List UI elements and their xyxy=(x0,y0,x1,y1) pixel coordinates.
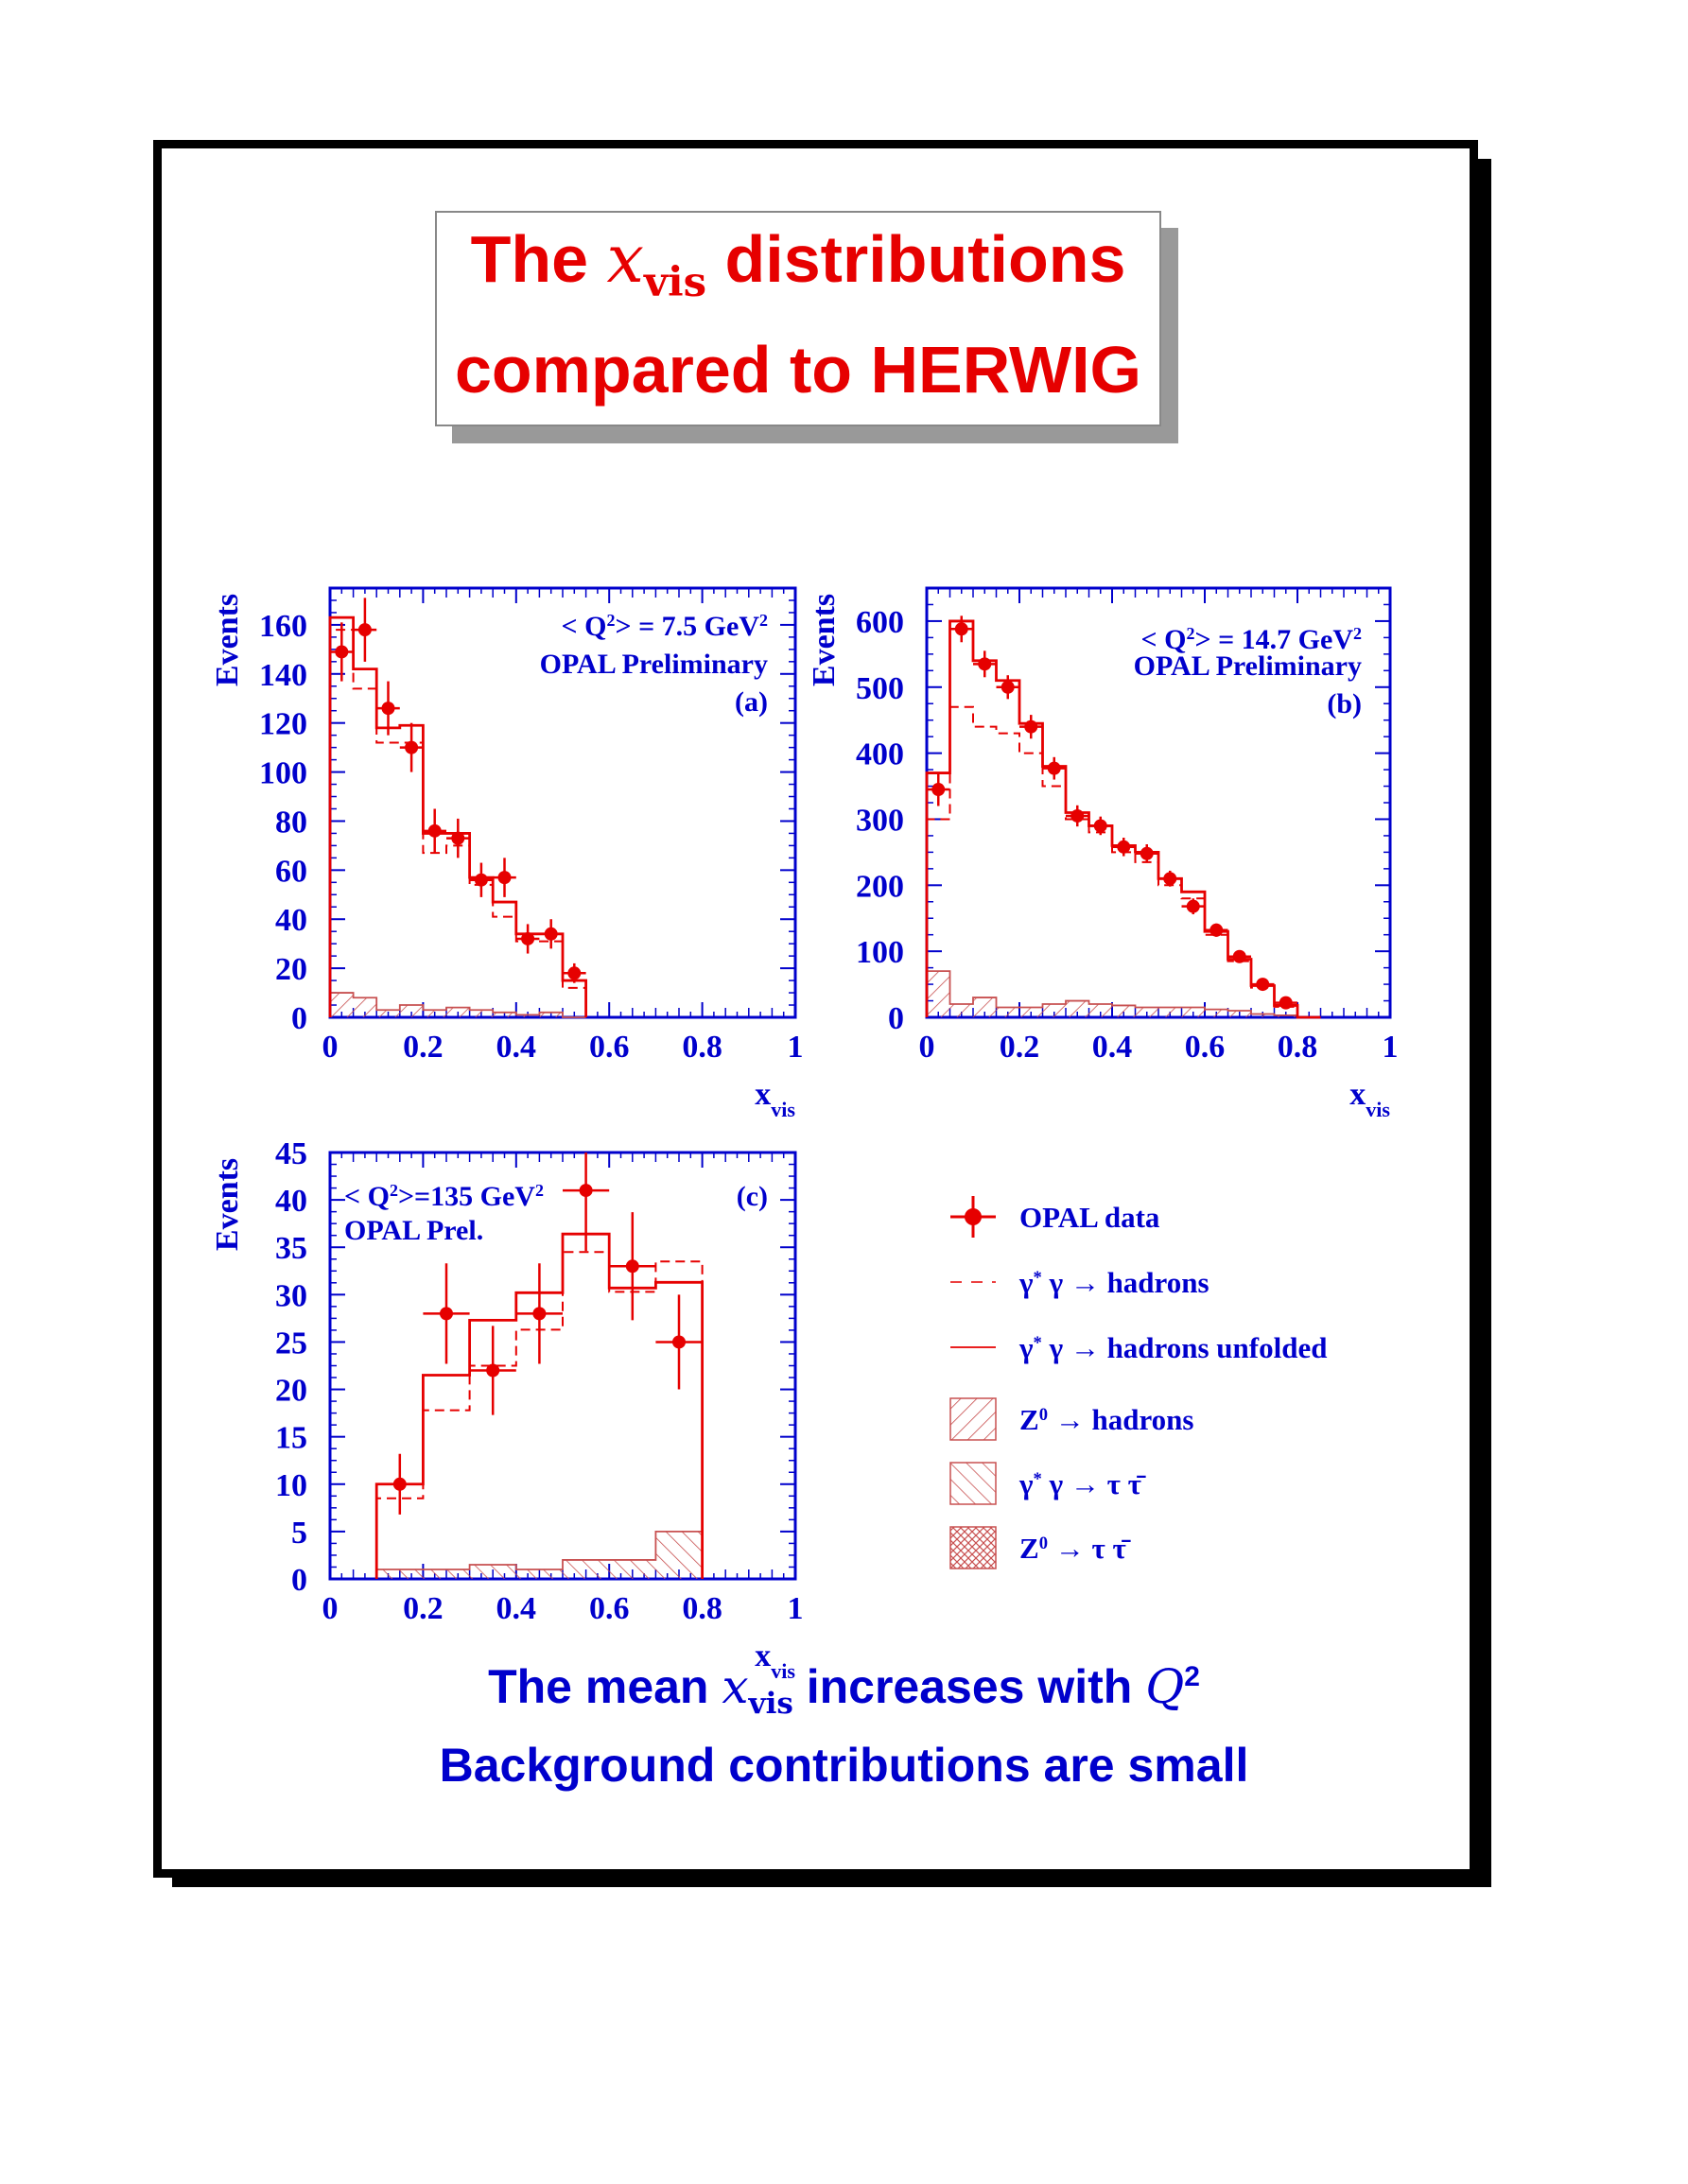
y-tick-label: 400 xyxy=(856,737,904,772)
title-line-2: compared to HERWIG xyxy=(454,333,1141,407)
x-tick-label: 0.8 xyxy=(1277,1030,1318,1065)
q2-annotation: < $Q^2> = 14.7$ GeV$^2$ xyxy=(1140,624,1362,655)
title-text-post: distributions xyxy=(706,222,1126,296)
x-tick-label: 1 xyxy=(1382,1030,1399,1065)
q2-annotation: < $Q^2>=135$ GeV$^2$ xyxy=(344,1181,544,1212)
footer-line-1 xyxy=(0,1659,1688,1721)
x-tick-label: 0.6 xyxy=(588,1030,630,1065)
y-tick-label: 120 xyxy=(259,706,307,742)
x-axis-label: $x_{vis}$ xyxy=(1349,1077,1390,1121)
x-tick-label: 0.2 xyxy=(403,1030,444,1065)
legend-label: γ* γ → hadrons xyxy=(1019,1266,1209,1299)
data-point xyxy=(1001,681,1015,694)
data-point xyxy=(393,1478,407,1491)
data-point xyxy=(1024,720,1037,734)
legend-label: γ* γ → hadrons unfolded xyxy=(1019,1331,1328,1364)
y-axis-label: Events xyxy=(210,1157,245,1252)
data-point xyxy=(567,966,581,979)
x-tick-label: 0 xyxy=(322,1591,339,1626)
background-hatch xyxy=(376,1532,702,1579)
x-tick-label: 0.4 xyxy=(496,1591,537,1626)
legend-label: OPAL data xyxy=(1019,1201,1160,1234)
x-tick-label: 0 xyxy=(918,1030,935,1065)
y-tick-label: 160 xyxy=(259,608,307,644)
chart-panel-a xyxy=(210,588,804,1121)
footer-math-x: x xyxy=(722,1659,749,1714)
legend-data-marker xyxy=(965,1208,982,1225)
data-point xyxy=(1117,841,1130,854)
footer-superscript: 2 xyxy=(1184,1661,1200,1692)
data-point xyxy=(1233,950,1246,963)
legend-label: $Z^0$ → hadrons xyxy=(1019,1403,1194,1436)
x-tick-label: 0.6 xyxy=(588,1591,630,1626)
data-point xyxy=(440,1307,453,1320)
data-point xyxy=(451,832,464,845)
footer-text: The mean xyxy=(488,1660,722,1713)
footer-subscript: vis xyxy=(748,1686,793,1721)
data-point xyxy=(1094,819,1107,832)
data-point xyxy=(1070,809,1084,823)
data-point xyxy=(475,874,488,887)
y-tick-label: 0 xyxy=(291,1563,307,1598)
data-point xyxy=(580,1184,593,1197)
data-point xyxy=(1256,978,1269,991)
data-point xyxy=(1187,900,1200,913)
legend-hatch-box xyxy=(950,1398,996,1440)
y-tick-label: 20 xyxy=(275,952,307,988)
data-point xyxy=(978,657,991,670)
background-hatch xyxy=(330,993,586,1017)
q2-annotation: < $Q^2> = 7.5$ GeV$^2$ xyxy=(561,611,768,642)
panel-label: (a) xyxy=(735,686,768,718)
legend-label: γ* γ → τ τ̄ xyxy=(1019,1467,1141,1500)
data-point xyxy=(955,622,968,635)
chart-panel-b xyxy=(807,588,1399,1121)
y-tick-label: 300 xyxy=(856,803,904,839)
y-tick-label: 0 xyxy=(888,1001,904,1036)
y-tick-label: 30 xyxy=(275,1278,307,1314)
y-axis-label: Events xyxy=(210,593,245,687)
y-tick-label: 20 xyxy=(275,1373,307,1409)
y-tick-label: 140 xyxy=(259,657,307,693)
y-tick-label: 100 xyxy=(856,935,904,971)
x-tick-label: 1 xyxy=(787,1030,804,1065)
x-axis-label: $x_{vis}$ xyxy=(755,1638,795,1683)
opal-annotation: OPAL Preliminary xyxy=(1133,650,1362,682)
opal-annotation: OPAL Prel. xyxy=(344,1215,484,1246)
data-point xyxy=(532,1307,546,1320)
data-point xyxy=(931,783,945,796)
title-text: The xyxy=(470,222,607,296)
x-tick-label: 0.2 xyxy=(403,1591,444,1626)
chart-panel-c xyxy=(210,1136,804,1683)
y-tick-label: 15 xyxy=(275,1420,307,1456)
title-math-x: x xyxy=(606,220,644,298)
y-tick-label: 10 xyxy=(275,1467,307,1503)
y-tick-label: 100 xyxy=(259,755,307,791)
legend-hatch-box xyxy=(950,1527,996,1569)
footer-math-q: Q xyxy=(1145,1659,1185,1714)
data-point xyxy=(1209,924,1223,937)
y-tick-label: 45 xyxy=(275,1136,307,1171)
y-tick-label: 5 xyxy=(291,1515,307,1551)
x-tick-label: 0.4 xyxy=(496,1030,537,1065)
y-axis-label: Events xyxy=(807,593,842,687)
data-point xyxy=(1048,762,1061,775)
y-tick-label: 80 xyxy=(275,805,307,841)
x-tick-label: 1 xyxy=(787,1591,804,1626)
x-axis-label: $x_{vis}$ xyxy=(755,1077,795,1121)
data-point xyxy=(405,741,418,754)
y-tick-label: 40 xyxy=(275,1184,307,1220)
panel-label: (c) xyxy=(736,1181,768,1212)
data-point xyxy=(1279,997,1293,1010)
y-tick-label: 35 xyxy=(275,1231,307,1267)
title-subscript: vis xyxy=(643,258,707,307)
data-point xyxy=(672,1335,686,1348)
y-tick-label: 25 xyxy=(275,1326,307,1361)
chart-legend xyxy=(950,1196,1327,1569)
x-tick-label: 0 xyxy=(322,1030,339,1065)
legend-hatch-box xyxy=(950,1463,996,1504)
y-tick-label: 500 xyxy=(856,670,904,706)
data-point xyxy=(498,871,512,884)
y-tick-label: 60 xyxy=(275,854,307,890)
data-point xyxy=(626,1259,639,1273)
data-point xyxy=(1140,847,1154,860)
data-point xyxy=(521,932,534,945)
x-tick-label: 0.6 xyxy=(1184,1030,1226,1065)
y-tick-label: 600 xyxy=(856,604,904,640)
x-tick-label: 0.8 xyxy=(682,1591,722,1626)
data-point xyxy=(428,824,442,838)
data-point xyxy=(545,927,558,941)
x-tick-label: 0.4 xyxy=(1091,1030,1133,1065)
data-point xyxy=(1163,872,1176,885)
hadrons-histogram-dashed xyxy=(927,707,1321,1017)
y-tick-label: 200 xyxy=(856,869,904,905)
legend-label: $Z^0 \to \tau$ τ̄ xyxy=(1019,1532,1126,1565)
x-tick-label: 0.2 xyxy=(999,1030,1040,1065)
x-tick-label: 0.8 xyxy=(682,1030,722,1065)
data-point xyxy=(382,702,395,715)
y-tick-label: 0 xyxy=(291,1001,307,1036)
panel-label: (b) xyxy=(1327,688,1362,719)
y-tick-label: 40 xyxy=(275,903,307,939)
footer-line-2: Background contributions are small xyxy=(439,1739,1249,1792)
opal-annotation: OPAL Preliminary xyxy=(539,649,768,680)
data-point xyxy=(486,1364,499,1378)
data-point xyxy=(358,623,372,636)
footer-text-mid: increases with xyxy=(792,1660,1146,1713)
data-point xyxy=(335,645,348,658)
